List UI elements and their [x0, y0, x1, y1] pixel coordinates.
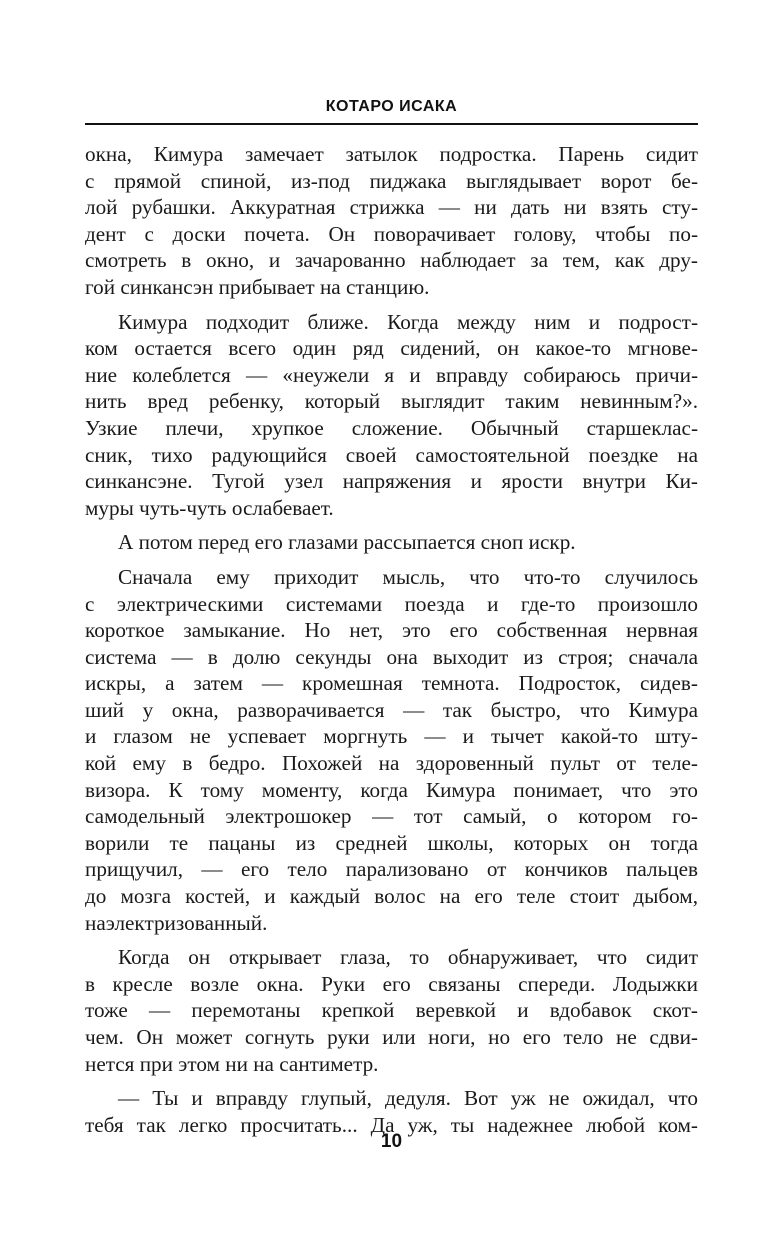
text-line: ние колеблется — «неужели я и вправду собираюсь причи- — [85, 362, 698, 387]
text-line: чем. Он может согнуть руки или ноги, но его тело не сдви- — [85, 1025, 698, 1049]
text-line: система — в долю секунды она выходит из строя; сначала — [85, 644, 698, 669]
text-line: тоже — перемотаны крепкой веревкой и вдобавок скот- — [85, 998, 698, 1023]
text-line: тебя так легко просчитать... Да уж, ты надежнее любой ком- — [85, 1112, 698, 1137]
text-line: до мозга костей, и каждый волос на его теле стоит дыбом, — [85, 884, 698, 909]
page-number: 10 — [380, 1131, 403, 1152]
text-line: с прямой спиной, из-под пиджака выглядывает ворот бе- — [85, 168, 698, 193]
text-line: визора. К тому моменту, когда Кимура понимает, что это — [85, 777, 698, 802]
text-line: ший у окна, разворачивается — так быстро, что Кимура — [85, 697, 698, 722]
paragraph — [85, 309, 698, 522]
header-rule — [85, 123, 698, 125]
paragraph — [85, 944, 698, 1077]
running-header: КОТАРО ИСАКА — [325, 98, 458, 115]
text-line: кой ему в бедро. Похожей на здоровенный пульт от теле- — [85, 751, 698, 776]
text-line: нется при этом ни на сантиметр. — [85, 1051, 379, 1076]
text-line: ворили те пацаны из средней школы, которых он тогда — [85, 830, 698, 855]
text-line: наэлектризованный. — [85, 910, 268, 935]
text-line: в кресле возле окна. Руки его связаны спереди. Лодыжки — [85, 971, 698, 996]
text-line: окна, Кимура замечает затылок подростка. Парень сидит — [85, 142, 698, 166]
body-text — [85, 141, 698, 1138]
text-line: лой рубашки. Аккуратная стрижка — ни дать ни взять сту- — [85, 195, 698, 220]
paragraph — [85, 529, 698, 556]
text-line: с электрическими системами поезда и где-то произошло — [85, 591, 698, 616]
text-line: гой синкансэн прибывает на станцию. — [85, 274, 430, 299]
text-line: ком остается всего один ряд сидений, он какое-то мгнове- — [85, 336, 698, 361]
text-line: нить вред ребенку, который выглядит таким невинным?». — [85, 389, 698, 414]
text-line: синкансэне. Тугой узел напряжения и ярости внутри Ки- — [85, 469, 698, 494]
text-line: Когда он открывает глаза, то обнаруживает, что сидит — [118, 945, 698, 970]
paragraph — [85, 141, 698, 301]
paragraph — [85, 564, 698, 936]
text-line: Кимура подходит ближе. Когда между ним и подрост- — [118, 309, 698, 334]
text-line: самодельный электрошокер — тот самый, о котором го- — [85, 804, 698, 829]
text-line: дент с доски почета. Он поворачивает голову, чтобы по- — [85, 221, 698, 246]
text-line: прищучил, — его тело парализовано от кончиков пальцев — [85, 857, 698, 882]
text-line: сник, тихо радующийся своей самостоятельной поездке на — [85, 442, 698, 467]
text-line: короткое замыкание. Но нет, это его собственная нервная — [85, 618, 698, 643]
text-line: смотреть в окно, и зачарованно наблюдает за тем, как дру- — [85, 248, 698, 273]
text-line: А потом перед его глазами рассыпается сноп искр. — [118, 530, 576, 555]
text-line: — Ты и вправду глупый, дедуля. Вот уж не ожидал, что — [118, 1086, 698, 1111]
text-line: Узкие плечи, хрупкое сложение. Обычный старшеклас- — [85, 415, 698, 440]
book-page — [85, 0, 698, 1240]
text-line: искры, а затем — кромешная темнота. Подросток, сидев- — [85, 671, 698, 696]
text-line: и глазом не успевает моргнуть — и тычет какой-то шту- — [85, 724, 698, 749]
text-line: Сначала ему приходит мысль, что что-то случилось — [118, 564, 698, 589]
text-line: муры чуть-чуть ослабевает. — [85, 495, 334, 520]
